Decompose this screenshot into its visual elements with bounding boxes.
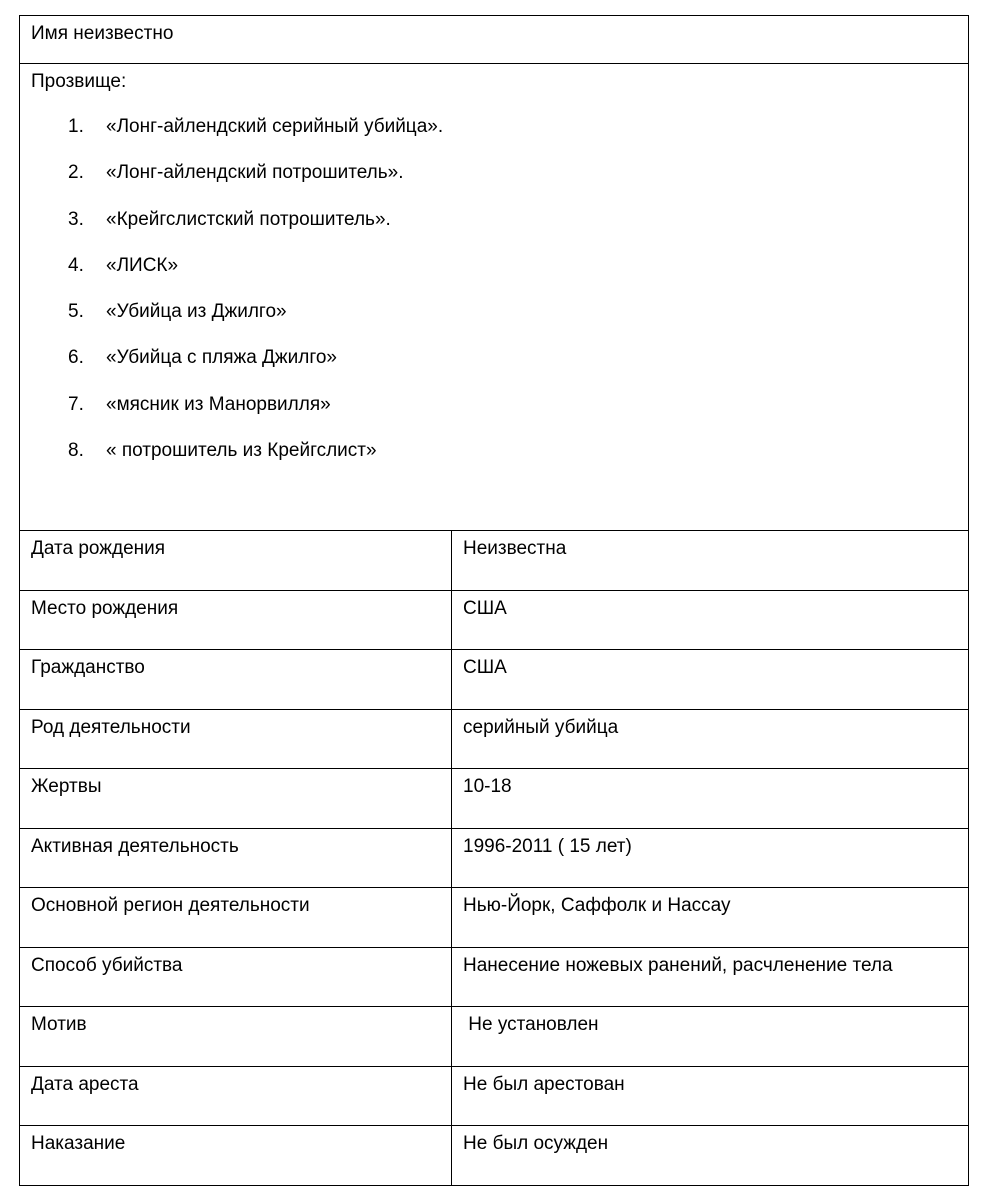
column-divider: [451, 1126, 452, 1186]
detail-value: Нанесение ножевых ранений, расчленение тела: [463, 954, 893, 976]
nickname-text: «Лонг-айлендский серийный убийца».: [106, 116, 444, 137]
detail-row-citizenship: [20, 650, 968, 710]
detail-key: Гражданство: [31, 657, 145, 678]
column-divider: [451, 1067, 452, 1126]
name-row: [20, 16, 968, 64]
detail-key: Мотив: [31, 1014, 87, 1035]
detail-value: Не установлен: [463, 1014, 599, 1035]
detail-key: Жертвы: [31, 776, 102, 797]
detail-key: Дата рождения: [31, 538, 166, 559]
detail-row-punishment: [20, 1126, 968, 1186]
detail-value: 1996-2011 ( 15 лет): [463, 835, 632, 857]
detail-row-active-period: [20, 829, 968, 889]
details-table: [20, 531, 968, 1186]
detail-value: Нью-Йорк, Саффолк и Нассау: [463, 895, 731, 916]
column-divider: [451, 769, 452, 828]
detail-value: Не был осужден: [463, 1133, 609, 1154]
nickname-number: 4.: [68, 254, 84, 276]
nickname-number: 5.: [68, 301, 84, 323]
detail-row-victims: [20, 769, 968, 829]
detail-key: Активная деятельность: [31, 835, 239, 857]
detail-row-birth-place: [20, 591, 968, 651]
column-divider: [451, 710, 452, 769]
detail-value: Неизвестна: [463, 538, 567, 559]
name-text: Имя неизвестно: [31, 23, 174, 44]
detail-value: серийный убийца: [463, 716, 619, 738]
nickname-number: 6.: [68, 347, 84, 369]
nickname-text: «Убийца с пляжа Джилго»: [106, 347, 337, 369]
detail-value: Не был арестован: [463, 1073, 625, 1095]
nickname-text: «Убийца из Джилго»: [106, 301, 287, 323]
detail-key: Род деятельности: [31, 716, 191, 738]
detail-value: США: [463, 597, 507, 619]
nickname-text: « потрошитель из Крейгслист»: [106, 440, 377, 462]
detail-key: Основной регион деятельности: [31, 895, 310, 916]
detail-row-birth-date: [20, 531, 968, 591]
detail-key: Способ убийства: [31, 954, 183, 976]
nickname-number: 3.: [68, 208, 84, 230]
column-divider: [451, 888, 452, 947]
detail-row-motive: [20, 1007, 968, 1067]
detail-value: 10-18: [463, 776, 512, 797]
column-divider: [451, 591, 452, 650]
column-divider: [451, 948, 452, 1007]
profile-table: [19, 15, 969, 1186]
column-divider: [451, 650, 452, 709]
nickname-text: «Лонг-айлендский потрошитель».: [106, 162, 404, 184]
nickname-number: 1.: [68, 116, 84, 137]
nickname-number: 7.: [68, 393, 84, 415]
detail-key: Место рождения: [31, 597, 179, 619]
detail-row-occupation: [20, 710, 968, 770]
detail-row-region: [20, 888, 968, 948]
detail-key: Наказание: [31, 1133, 126, 1154]
detail-key: Дата ареста: [31, 1073, 139, 1095]
column-divider: [451, 531, 452, 590]
nickname-text: «ЛИСК»: [106, 254, 179, 276]
detail-row-arrest-date: [20, 1067, 968, 1127]
nicknames-row: [20, 64, 968, 531]
column-divider: [451, 829, 452, 888]
nicknames-label: Прозвище:: [31, 71, 127, 92]
nickname-number: 8.: [68, 440, 84, 462]
detail-value: США: [463, 657, 507, 678]
nickname-text: «Крейгслистский потрошитель».: [106, 208, 391, 230]
nickname-text: «мясник из Манорвилля»: [106, 393, 331, 415]
nickname-number: 2.: [68, 162, 84, 184]
column-divider: [451, 1007, 452, 1066]
detail-row-method: [20, 948, 968, 1008]
